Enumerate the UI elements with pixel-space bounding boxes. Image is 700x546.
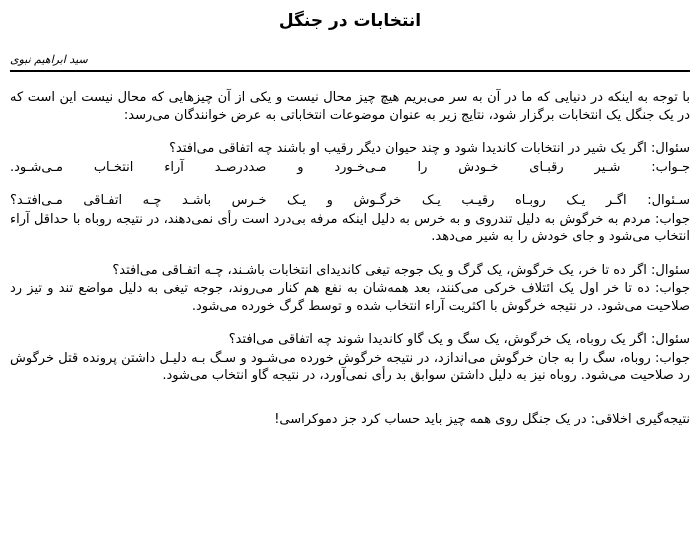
answer-text-2: جواب: مردم به خرگوش به دلیل تندروی و به خرس به دلیل اینکه مرفه بی‌درد است رأی نمی‌دهند، در نتیجه روباه با حداقل آراء انتخاب می‌شود و جای خودش را به شیر می‌دهد.	[10, 211, 690, 244]
answer-text-4: جواب: روباه، سگ را به جان خرگوش می‌اندازد، در نتیجه خرگوش خورده می‌شـود و سـگ بـه دلیـل داشتن پرونده قتل خرگوش رد صلاحیت می‌شود. روباه نیز به دلیل داشتن سوابق بد رأی نمی‌آورد، در نتیجه گاو انتخاب می‌شود.	[10, 350, 690, 383]
conclusion-text: نتیجه‌گیری اخلاقی: در یک جنگل روی همه چیز باید حساب کرد جز دموکراسی!	[274, 411, 690, 427]
qa-block-4	[10, 331, 690, 385]
article-body	[10, 89, 690, 428]
intro-paragraph: با توجه به اینکه در دنیایی که ما در آن به سر می‌بریم هیچ چیز محال نیست و یکی از آن چیزهایی که محال نیست این است که در یک جنگل یک انتخابات برگزار شود، نتایج زیر به عنوان موضوعات انتخاباتی به عرض خوانندگان می‌رسد:	[10, 90, 690, 123]
answer-text-1: جـواب: شـیر رقبـای خـودش را مـی‌خـورد و صددرصـد آراء انتخـاب مـی‌شـود.	[10, 159, 690, 175]
qa-block-1	[10, 140, 690, 176]
author-byline: سید ابراهیم نبوی	[10, 53, 88, 66]
divider	[10, 70, 690, 72]
question-text-4: سئوال: اگر یک روباه، یک خرگوش، یک سگ و یک گاو کاندیدا شوند چه اتفاقی می‌افتد؟	[228, 332, 690, 347]
question-text-1: سئوال: اگر یک شیر در انتخابات کاندیدا شود و چند حیوان دیگر رقیب او باشند چه اتفاقی می‌افتد؟	[169, 141, 690, 156]
answer-text-3: جواب: ده تا خر اول یک ائتلاف خرکی می‌کنند، بعد همه‌شان به نفع هم کنار می‌روند، جوجه تیغی به دلیل مواضع تند و تیز رد صلاحیت می‌شود. در نتیجه خرگوش با اکثریت آراء انتخاب شده و توسط گرگ خورده می‌شود.	[10, 281, 690, 314]
question-text-3: سئوال: اگر ده تا خر، یک خرگوش، یک گرگ و یک جوجه تیغی کاندیدای انتخابات باشـند، چـه اتفـاقی می‌افتد؟	[112, 262, 690, 278]
page-title: انتخابات در جنگل	[278, 11, 422, 31]
qa-block-3	[10, 262, 690, 316]
qa-block-2	[10, 192, 690, 246]
question-text-2: سـئوال: اگـر یـک روبـاه رقیـب یـک خرگـوش و یـک خـرس باشـد چـه اتفـاقی مـی‌افتـد؟	[10, 193, 690, 208]
